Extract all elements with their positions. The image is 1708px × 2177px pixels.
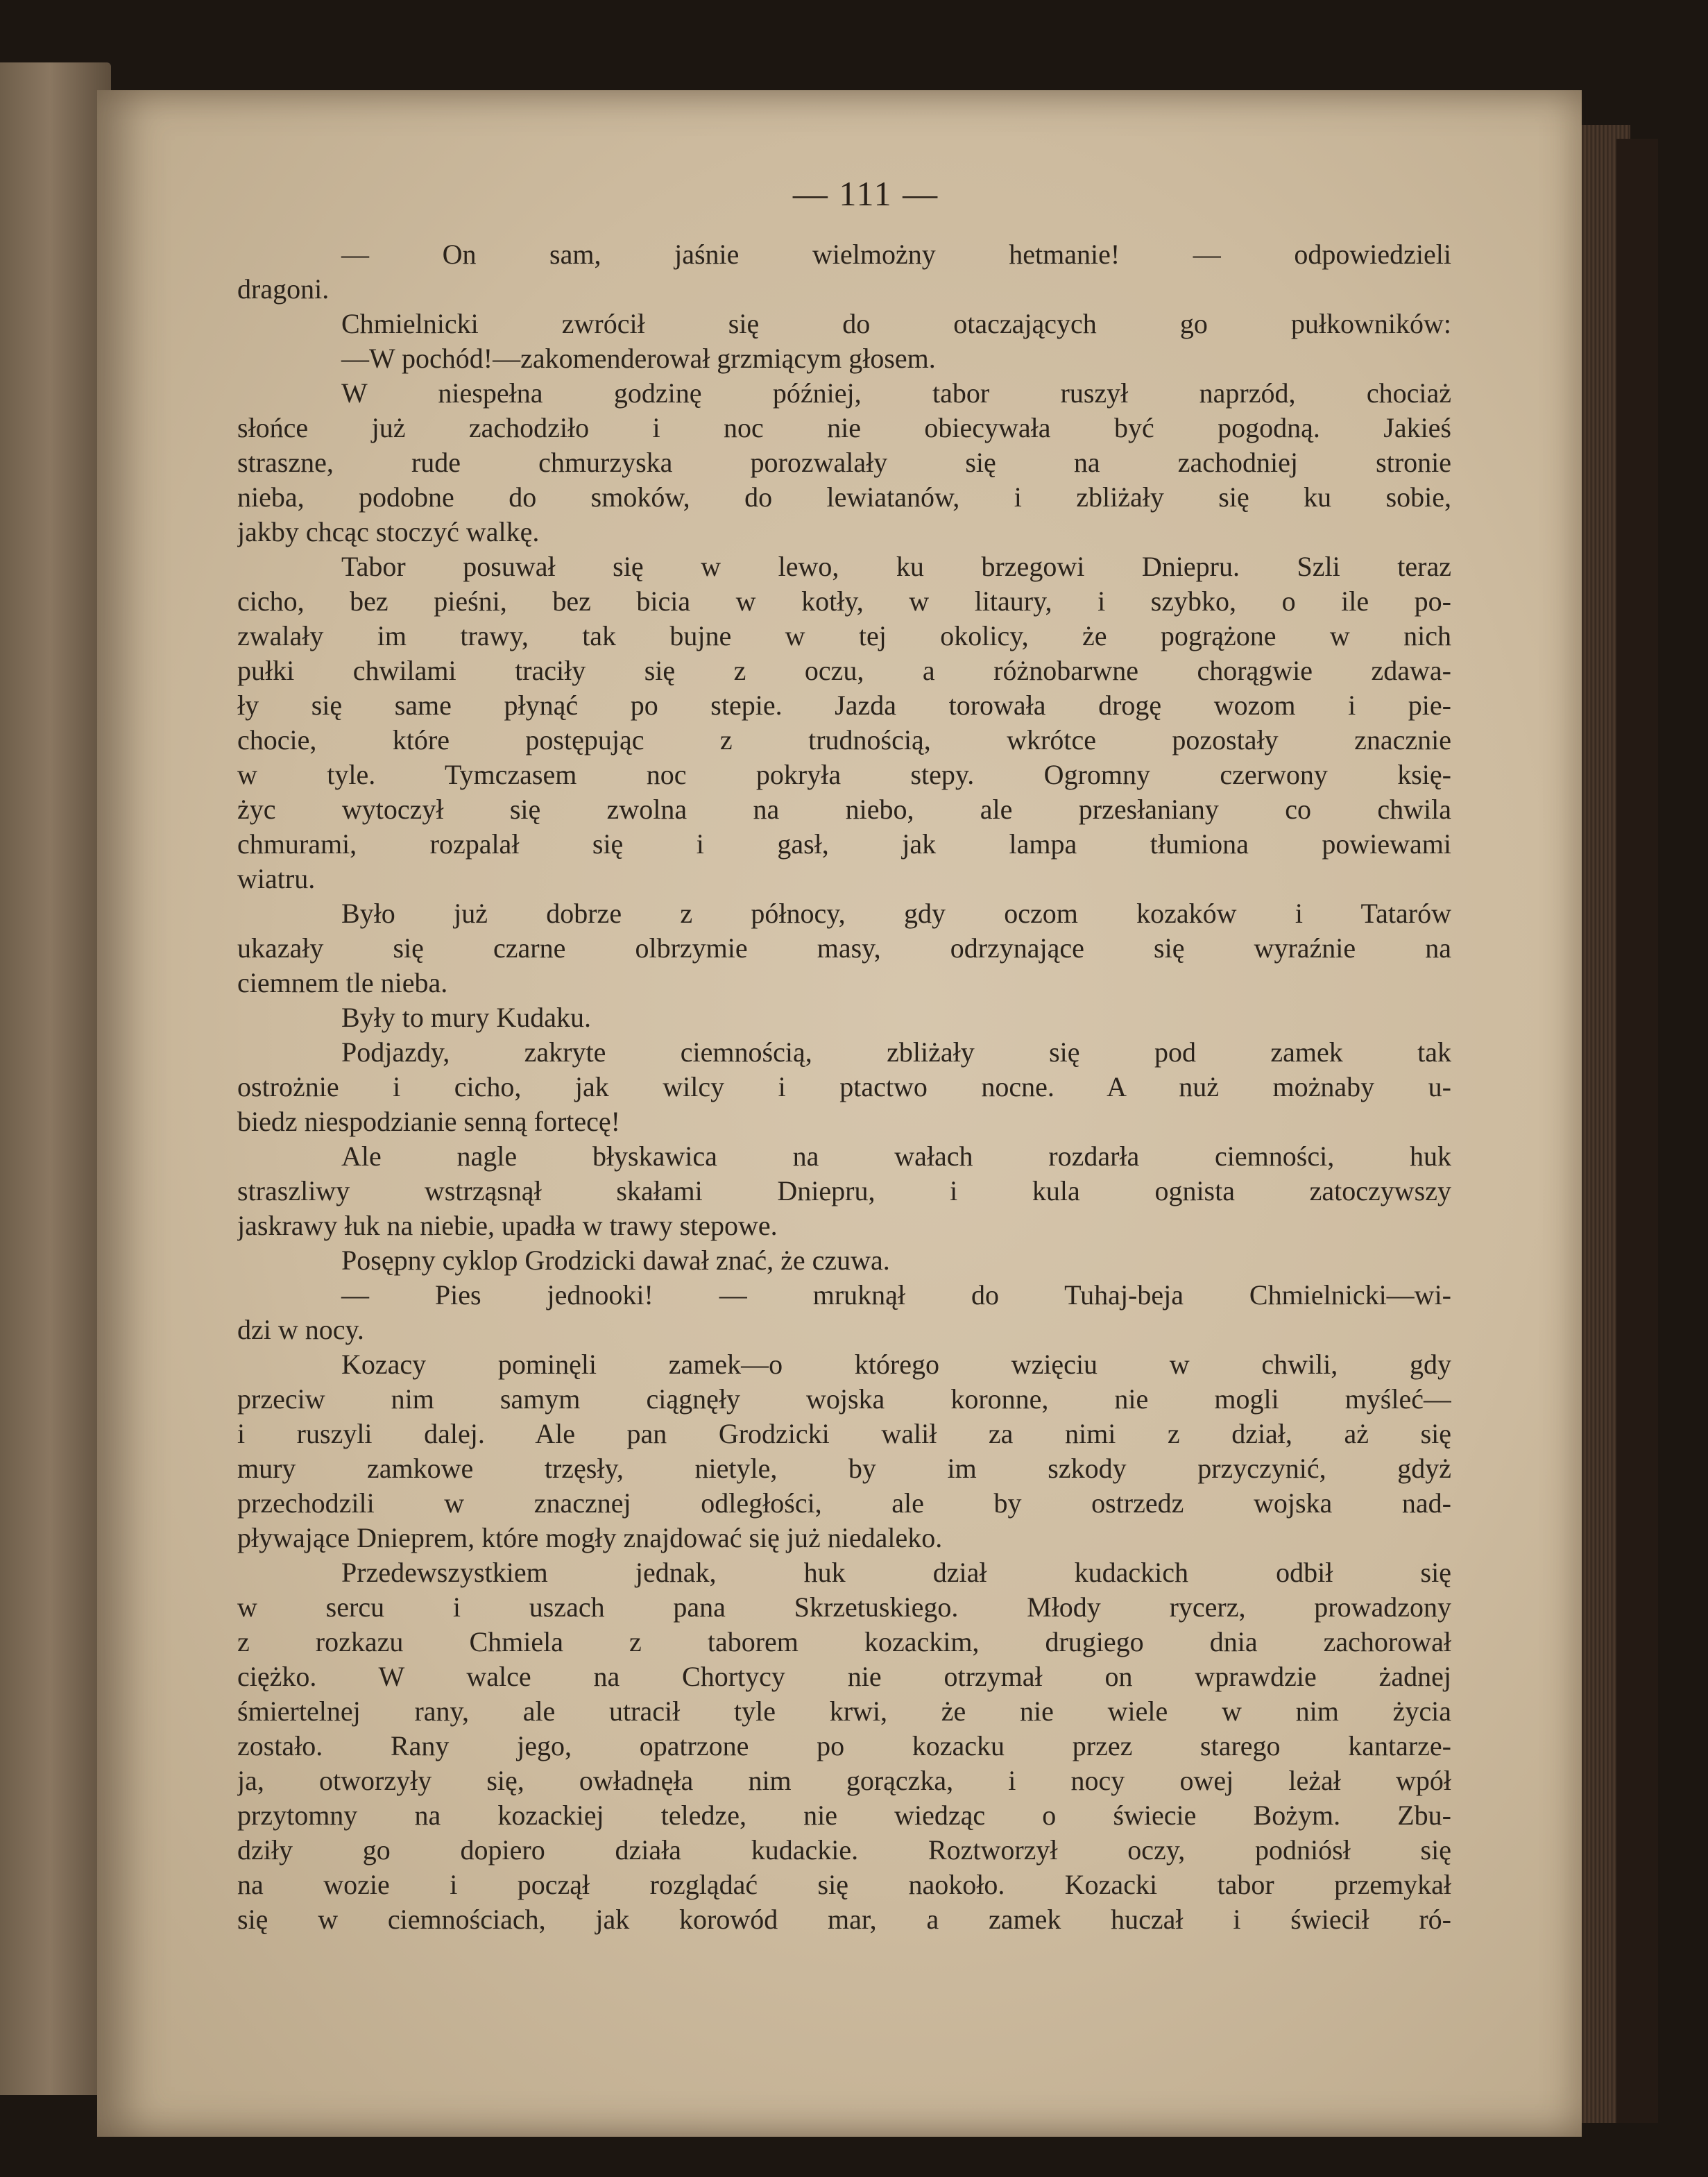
text-line: przytomny na kozackiej teledze, nie wiedząc o świecie Bożym. Zbu- — [237, 1800, 1451, 1831]
text-line: W niespełna godzinę później, tabor ruszył naprzód, chociaż — [341, 377, 1451, 409]
text-line: wiatru. — [237, 863, 316, 894]
text-line: Było już dobrze z północy, gdy oczom kozaków i Tatarów — [341, 898, 1451, 929]
text-line: Kozacy pominęli zamek—o którego wzięciu w chwili, gdy — [341, 1349, 1451, 1380]
text-line: —W pochód!—zakomenderował grzmiącym głosem. — [341, 343, 936, 374]
text-line: ły się same płynąć po stepie. Jazda torowała drogę wozom i pie- — [237, 690, 1451, 721]
text-line: mury zamkowe trzęsły, nietyle, by im szkody przyczynić, gdyż — [237, 1453, 1451, 1484]
text-line: chocie, które postępując z trudnością, wkrótce pozostały znacznie — [237, 724, 1451, 755]
text-line: Tabor posuwał się w lewo, ku brzegowi Dniepru. Szli teraz — [341, 551, 1451, 582]
page-number: — 111 — — [792, 174, 939, 213]
text-line: dziły go dopiero działa kudackie. Roztworzył oczy, podniósł się — [237, 1834, 1451, 1866]
text-line: i ruszyli dalej. Ale pan Grodzicki walił za nimi z dział, aż się — [237, 1418, 1451, 1449]
text-line: Przedewszystkiem jednak, huk dział kudackich odbił się — [341, 1557, 1451, 1588]
text-line: przeciw nim samym ciągnęły wojska koronne, nie mogli myśleć— — [237, 1383, 1451, 1415]
text-line: biedz niespodzianie senną fortecę! — [237, 1106, 620, 1137]
text-line: śmiertelnej rany, ale utracił tyle krwi, że nie wiele w nim życia — [237, 1696, 1451, 1727]
text-line: w tyle. Tymczasem noc pokryła stepy. Ogromny czerwony księ- — [237, 759, 1451, 790]
text-line: w sercu i uszach pana Skrzetuskiego. Młody rycerz, prowadzony — [237, 1591, 1451, 1623]
text-line: dzi w nocy. — [237, 1314, 364, 1345]
text-line: Podjazdy, zakryte ciemnością, zbliżały się pod zamek tak — [341, 1036, 1451, 1068]
text-line: zwalały im trawy, tak bujne w tej okolicy, że pogrążone w nich — [237, 620, 1451, 651]
text-line: na wozie i począł rozglądać się naokoło. Kozacki tabor przemykał — [237, 1869, 1451, 1900]
body-text — [237, 237, 1451, 1937]
text-line: ja, otworzyły się, owładnęła nim gorączka, i nocy owej leżał wpół — [237, 1765, 1451, 1796]
text-line: straszne, rude chmurzyska porozwalały się na zachodniej stronie — [237, 447, 1451, 478]
text-line: — On sam, jaśnie wielmożny hetmanie! — odpowiedzieli — [341, 239, 1451, 270]
text-line: słońce już zachodziło i noc nie obiecywała być pogodną. Jakieś — [237, 412, 1451, 443]
text-line: jaskrawy łuk na niebie, upadła w trawy stepowe. — [237, 1210, 778, 1241]
text-line: z rozkazu Chmiela z taborem kozackim, drugiego dnia zachorował — [237, 1626, 1451, 1657]
text-line: dragoni. — [237, 273, 330, 305]
text-line: cicho, bez pieśni, bez bicia w kotły, w litaury, i szybko, o ile po- — [237, 586, 1451, 617]
text-line: się w ciemnościach, jak korowód mar, a zamek huczał i świecił ró- — [237, 1904, 1451, 1935]
text-line: jakby chcąc stoczyć walkę. — [237, 516, 540, 547]
text-line: — Pies jednooki! — mruknął do Tuhaj-beja Chmielnicki—wi- — [341, 1279, 1451, 1311]
book-cover-edge — [1616, 139, 1658, 2123]
text-line: ciemnem tle nieba. — [237, 967, 448, 998]
text-line: straszliwy wstrząsnął skałami Dniepru, i kula ognista zatoczywszy — [237, 1175, 1451, 1206]
text-line: chmurami, rozpalał się i gasł, jak lampa tłumiona powiewami — [237, 828, 1451, 860]
text-line: Ale nagle błyskawica na wałach rozdarła ciemności, huk — [341, 1141, 1451, 1172]
facing-page-edge — [0, 62, 111, 2095]
text-line: Chmielnicki zwrócił się do otaczających go pułkowników: — [341, 308, 1451, 339]
text-line: życ wytoczył się zwolna na niebo, ale przesłaniany co chwila — [237, 794, 1451, 825]
text-line: ostrożnie i cicho, jak wilcy i ptactwo nocne. A nuż możnaby u- — [237, 1071, 1451, 1102]
text-line: Były to mury Kudaku. — [341, 1002, 591, 1033]
text-line: Posępny cyklop Grodzicki dawał znać, że czuwa. — [341, 1245, 890, 1276]
text-line: ciężko. W walce na Chortycy nie otrzymał on wprawdzie żadnej — [237, 1661, 1451, 1692]
text-line: pułki chwilami traciły się z oczu, a różnobarwne chorągwie zdawa- — [237, 655, 1451, 686]
text-line: pływające Dnieprem, które mogły znajdować się już niedaleko. — [237, 1522, 943, 1553]
text-line: ukazały się czarne olbrzymie masy, odrzynające się wyraźnie na — [237, 932, 1451, 964]
text-line: zostało. Rany jego, opatrzone po kozacku przez starego kantarze- — [237, 1730, 1451, 1761]
text-line: nieba, podobne do smoków, do lewiatanów, i zbliżały się ku sobie, — [237, 481, 1451, 513]
text-line: przechodzili w znacznej odległości, ale by ostrzedz wojska nad- — [237, 1487, 1451, 1519]
